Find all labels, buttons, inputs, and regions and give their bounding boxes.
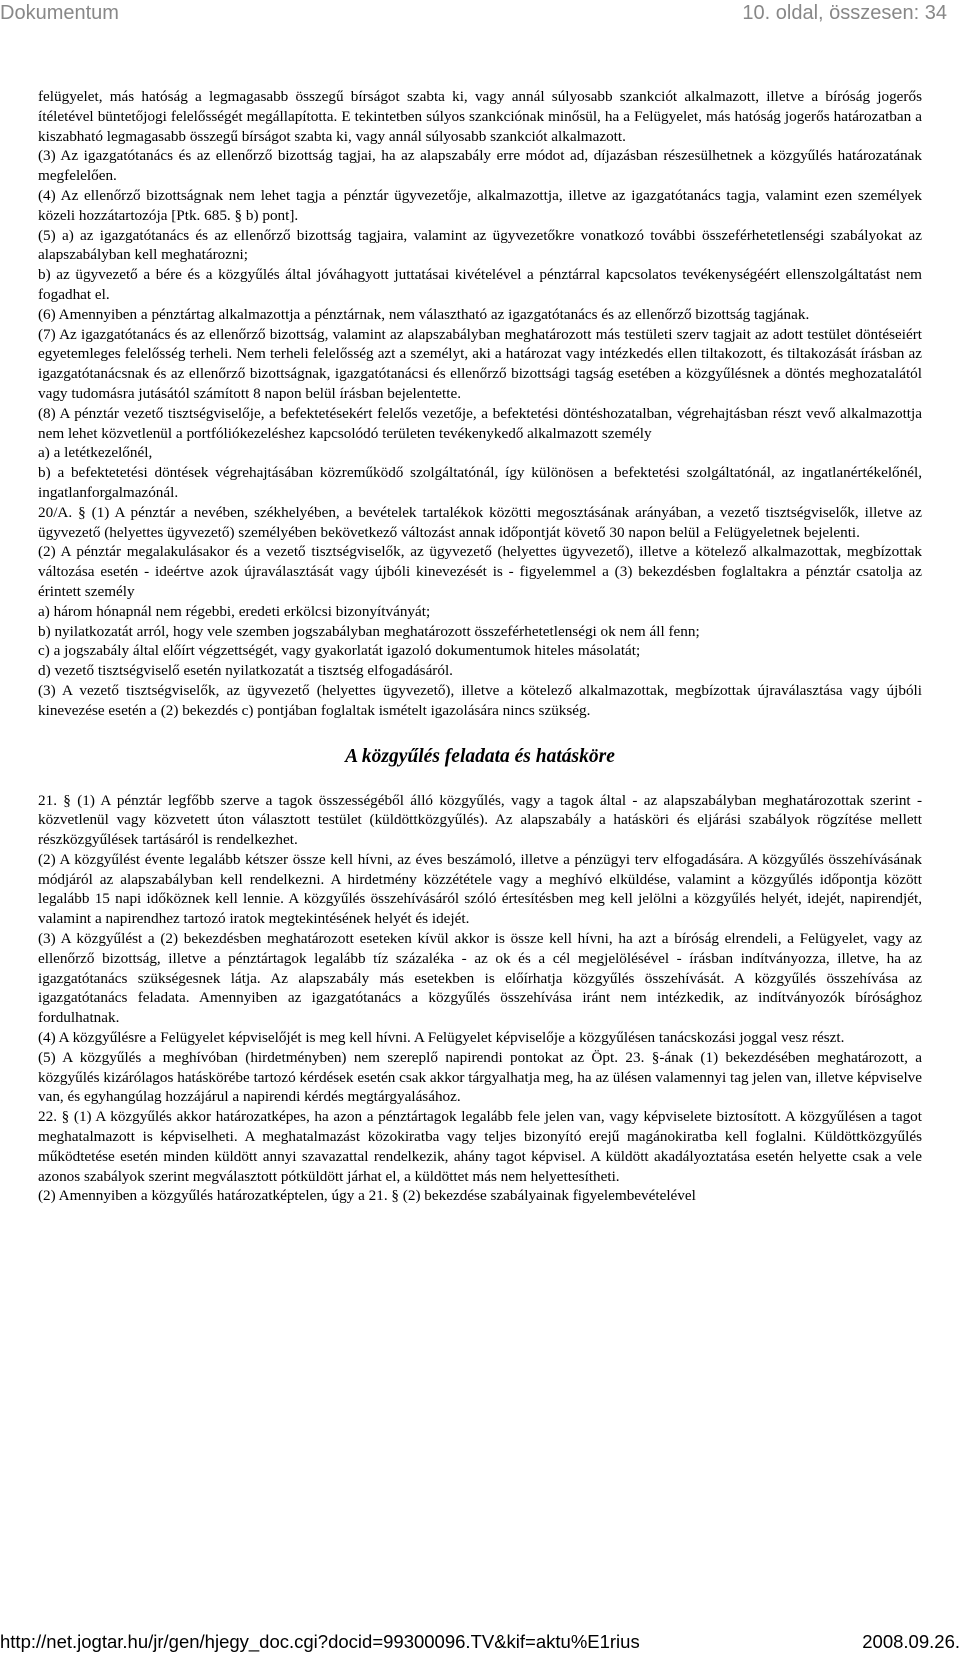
paragraph: a) a letétkezelőnél, xyxy=(38,444,153,462)
page-footer xyxy=(0,1629,960,1654)
section-heading: A közgyűlés feladata és hatásköre xyxy=(345,745,615,767)
paragraph: (7) Az igazgatótanács és az ellenőrző bizottság, valamint az alapszabályban meghatározott más testületi szerv tagjait az adott testület döntéseiért egyetemleges felelősség terheli. Nem terheli felelősség azt a személyt, aki a határozat vagy intézkedés ellen tiltakozott, és tiltakozását írásban az igazgatótanácsnak és az ellenőrző bizottságnak, igazgatótanácsi és ellenőrző bizottsági tagság esetében a közgyűlésnek a döntés meghozatalától vagy tudomásra jutásától számított 8 napon belül írásban bejelentette. xyxy=(38,325,922,402)
paragraph: a) három hónapnál nem régebbi, eredeti erkölcsi bizonyítványát; xyxy=(38,602,431,620)
paragraph: (3) A vezető tisztségviselők, az ügyvezető (helyettes ügyvezető), illetve a kötelező alkalmazottak, megbízottak újraválasztása vagy újbóli kinevezése esetén a (2) bekezdés c) pontjában foglaltak ismételt igazolására nincs szükség. xyxy=(38,681,922,719)
paragraph: felügyelet, más hatóság a legmagasabb összegű bírságot szabta ki, vagy annál súlyosabb szankciót alkalmazott, illetve a bíróság jogerős ítéletével büntetőjogi felelősségét megállapította. E tekintetben súlyos szankciónak minősül, ha a Felügyelet, más hatóság jogerős határozatban a kiszabható legmagasabb összegű bírságot szabta ki, vagy annál súlyosabb szankciót alkalmazott. xyxy=(38,88,922,145)
paragraph: c) a jogszabály által előírt végzettségét, vagy gyakorlatát igazoló dokumentumok hiteles másolatát; xyxy=(38,642,641,660)
page-counter: 10. oldal, összesen: 34 xyxy=(742,2,947,24)
paragraph: b) az ügyvezető a bére és a közgyűlés által jóváhagyott juttatásai kivételével a pénztárral kapcsolatos tevékenységéért ellenszolgáltatást nem fogadhat el. xyxy=(38,266,922,303)
paragraph: (4) A közgyűlésre a Felügyelet képviselőjét is meg kell hívni. A Felügyelet képviselője a közgyűlésen tanácskozási joggal vesz részt. xyxy=(38,1029,845,1047)
document-body xyxy=(38,87,922,1206)
paragraph: (3) Az igazgatótanács és az ellenőrző bizottság tagjai, ha az alapszabály erre módot ad, díjazásban részesülhetnek a közgyűlés határozatának megfelelően. xyxy=(38,147,922,185)
paragraph: (8) A pénztár vezető tisztségviselője, a befektetésekért felelős vezetője, a befektetési döntéshozatalban, végrehajtásban részt vevő alkalmazottja nem lehet közvetlenül a portfóliókezeléshez kapcsolódó területen tevékenykedő alkalmazott személy xyxy=(38,404,922,442)
source-url[interactable]: http://net.jogtar.hu/jr/gen/hjegy_doc.cgi?docid=99300096.TV&kif=aktu%E1rius xyxy=(0,1631,640,1652)
paragraph: (3) A közgyűlést a (2) bekezdésben meghatározott eseteken kívül akkor is össze kell hívni, ha azt a bíróság elrendeli, a Felügyelet, vagy az ellenőrző bizottság, illetve a pénztártagok legalább tíz százaléka - az ok és a cél megjelölésével - írásban indítványozza, illetve, ha az igazgatótanács szükségesnek látja. Az alapszabály más esetekben is előírhatja közgyűlés összehívását. A közgyűlés összehívása az igazgatótanács feladata. Amennyiben az igazgatótanács a közgyűlés összehívása iránt nem intézkedik, az indítványozók bírósághoz fordulhatnak. xyxy=(38,930,922,1027)
paragraph: (2) A pénztár megalakulásakor és a vezető tisztségviselők, az ügyvezető (helyettes ügyvezető), illetve a kötelező alkalmazottak, megbízottak változása esetén - ideértve azok újraválasztását vagy újbóli kinevezését is - figyelemmel a (3) bekezdésben foglaltakra a pénztár csatolja az érintett személy xyxy=(38,543,922,600)
paragraph: (2) A közgyűlést évente legalább kétszer össze kell hívni, az éves beszámoló, illetve a pénzügyi terv elfogadására. A közgyűlés összehívásának módjáról az alapszabályban kell rendelkezni. A hirdetmény közzététele vagy a meghívó elküldése, valamint a közgyűlés időpontja között legalább 15 napi időköznek kell lennie. A közgyűlés összehívásáról szóló értesítésben meg kell jelölni a közgyűlés helyét, idejét, napirendjét, valamint a napirendhez tartozó iratok megtekintésének helyét és idejét. xyxy=(38,850,922,928)
paragraph: (5) A közgyűlés a meghívóban (hirdetményben) nem szereplő napirendi pontokat az Öpt. 23. §-ának (1) bekezdésében meghatározott, a közgyűlés kizárólagos hatáskörébe tartozó kérdések esetén csak akkor tárgyalhatja meg, ha az ülésen valamennyi tag jelen van, illetve képviselve van, és egyhangúlag hozzájárul a napirendi kérdés megtárgyalásához. xyxy=(38,1048,922,1106)
paragraph: 22. § (1) A közgyűlés akkor határozatképes, ha azon a pénztártagok legalább fele jelen van, vagy képviselete biztosított. A közgyűlésen a tagot meghatalmazott is képviselheti. A meghatalmazást közokiratba vagy teljes bizonyító erejű magánokiratba kell foglalni. Küldöttközgyűlés működtetése esetén minden küldött annyi szavazattal rendelkezik, ahány tagot képvisel. A küldött akadályoztatása esetén helyette csak a vele azonos szabályok szerint megválasztott pótküldött járhat el, a küldöttet más nem helyettesítheti. xyxy=(38,1108,922,1185)
paragraph: b) nyilatkozatát arról, hogy vele szemben jogszabályban meghatározott összeférhetetlenségi ok nem áll fenn; xyxy=(38,622,700,640)
paragraph: (6) Amennyiben a pénztártag alkalmazottja a pénztárnak, nem választható az igazgatótanács és az ellenőrző bizottság tagjának. xyxy=(38,305,810,323)
paragraph: (2) Amennyiben a közgyűlés határozatképtelen, úgy a 21. § (2) bekezdése szabályainak figyelembevételével xyxy=(38,1187,696,1205)
page-header xyxy=(0,0,960,26)
paragraph: (4) Az ellenőrző bizottságnak nem lehet tagja a pénztár ügyvezetője, alkalmazottja, illetve az igazgatótanács tagja, valamint ezen személyek közeli hozzátartozója [Ptk. 685. § b) pont]. xyxy=(38,186,922,224)
paragraph: 20/A. § (1) A pénztár a nevében, székhelyében, a bevételek tartalékok közötti megosztásának arányában, a vezető tisztségviselők, illetve az ügyvezető (helyettes ügyvezető) személyében bekövetkező változást annak időpontját követő 30 napon belül a Felügyeletnek bejelenti. xyxy=(38,503,922,541)
paragraph: 21. § (1) A pénztár legfőbb szerve a tagok összességéből álló közgyűlés, vagy a tagok által - az alapszabályban meghatározottak szerint - közvetlenül vagy közvetett úton választott testület (küldöttközgyűlés). Az alapszabály a hatásköri és eljárási szabályok rögzítése mellett részközgyűlések tartásáról is rendelkezhet. xyxy=(38,791,922,849)
print-date: 2008.09.26. xyxy=(862,1631,960,1652)
paragraph: b) a befektetetési döntések végrehajtásában közreműködő szolgáltatónál, így különösen a befektetési szolgáltatónál, az ingatlanértékelőnél, ingatlanforgalmazónál. xyxy=(38,464,922,501)
paragraph: (5) a) az igazgatótanács és az ellenőrző bizottság tagjaira, valamint az ügyvezetőkre vonatkozó további összeférhetetlenségi szabályokat az alapszabályban kell meghatározni; xyxy=(38,226,922,264)
document-label: Dokumentum xyxy=(0,2,119,24)
paragraph: d) vezető tisztségviselő esetén nyilatkozatát a tisztség elfogadásáról. xyxy=(38,662,453,680)
